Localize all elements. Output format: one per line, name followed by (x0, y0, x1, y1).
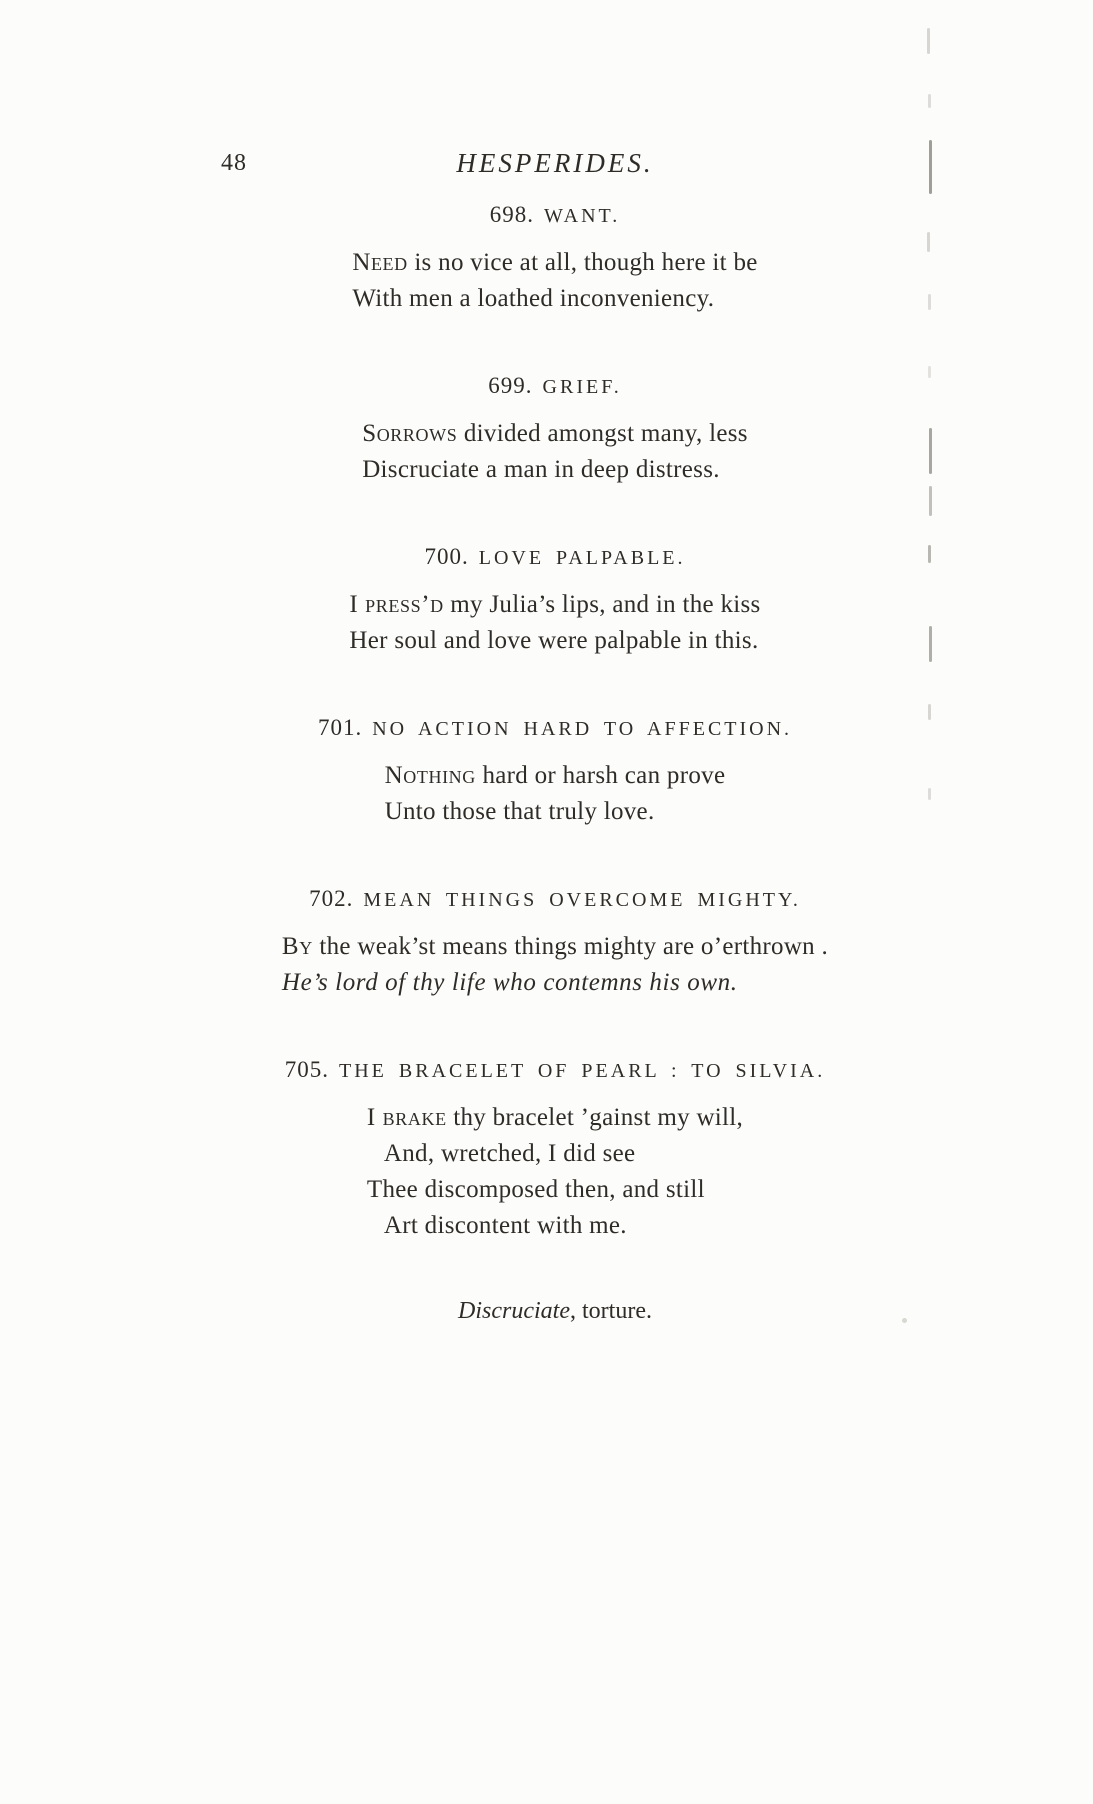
scan-artifact-line (927, 232, 930, 252)
poem-title: MEAN THINGS OVERCOME MIGHTY. (363, 889, 801, 911)
scan-artifact-dot (902, 1318, 907, 1323)
poem-number: 698. (489, 202, 534, 227)
poem-heading (115, 542, 995, 573)
poem-number: 700. (424, 544, 469, 569)
poem-line-text: my Julia’s lips, and in the kiss (443, 591, 761, 618)
poem-heading (115, 884, 995, 915)
poem-line (367, 1100, 743, 1136)
scan-artifact-line (928, 788, 931, 800)
page-number: 48 (221, 150, 247, 176)
poem-line (362, 452, 748, 488)
poem-heading (115, 713, 995, 744)
poem-line-text: thy bracelet ’gainst my will, (446, 1104, 744, 1131)
poem-702 (115, 884, 995, 1001)
page-header (115, 148, 995, 182)
poem-line-text: Unto those that truly love. (384, 798, 655, 825)
poem-line (282, 965, 828, 1001)
poem-line (349, 623, 760, 659)
poem-line-text: And, wretched, I did see (383, 1140, 636, 1167)
scan-artifact-line (929, 626, 932, 662)
poem-line (367, 1172, 743, 1208)
poem-line (352, 245, 757, 281)
poem-body (385, 758, 726, 830)
poem-body (282, 929, 828, 1001)
poem-line (352, 281, 757, 317)
poem-heading (115, 371, 995, 402)
poem-line (385, 794, 726, 830)
poem-number: 702. (309, 886, 354, 911)
page-content (115, 148, 995, 1325)
poem-line-text: hard or harsh can prove (475, 762, 726, 789)
poem-body (349, 587, 760, 659)
footnote-term: Discruciate (458, 1298, 570, 1324)
poem-line-text: Art discontent with me. (383, 1212, 627, 1239)
poem-number: 705. (284, 1057, 330, 1082)
poem-line-text: Thee discomposed then, and still (366, 1176, 705, 1203)
scan-artifact-line (928, 294, 931, 310)
running-head: HESPERIDES. (456, 148, 654, 178)
scan-artifact-line (929, 486, 932, 516)
poem-705 (115, 1055, 995, 1244)
poem-line-text: He’s lord of thy life who contemns his own. (281, 969, 738, 996)
scan-artifact-line (929, 140, 932, 194)
footnote (115, 1298, 995, 1325)
poem-line (349, 587, 760, 623)
poem-title: WANT. (543, 205, 621, 227)
scan-artifact-line (928, 94, 931, 108)
poem-701 (115, 713, 995, 830)
poem-line-text: divided amongst many, less (457, 420, 748, 447)
poem-line-lead: Need (352, 249, 408, 276)
poem-heading (115, 1055, 995, 1086)
poem-line-text: With men a loathed inconveniency. (352, 285, 715, 312)
scan-artifact-line (929, 428, 932, 474)
poem-700 (115, 542, 995, 659)
poem-number: 699. (488, 373, 533, 398)
poem-line-lead: I brake (366, 1104, 447, 1131)
poem-699 (115, 371, 995, 488)
poem-title: NO ACTION HARD TO AFFECTION. (372, 718, 793, 740)
poem-line-text: Her soul and love were palpable in this. (349, 627, 759, 654)
scan-artifact-line (928, 704, 931, 720)
poem-line (385, 758, 726, 794)
poem-body (367, 1100, 743, 1244)
poem-line (384, 1136, 743, 1172)
poem-line-text: the weak’st means things mighty are o’erthrown . (312, 933, 829, 960)
poem-698 (115, 200, 995, 317)
poem-line-lead: I press’d (349, 591, 444, 618)
poem-body (362, 416, 748, 488)
poem-line (362, 416, 748, 452)
poem-title: GRIEF. (542, 376, 622, 398)
poem-line (384, 1208, 743, 1244)
scan-artifact-line (928, 366, 931, 378)
poem-number: 701. (317, 715, 363, 740)
scan-artifact-line (927, 28, 930, 54)
poem-line-text: Discruciate a man in deep distress. (362, 456, 720, 483)
scan-artifact-line (928, 545, 931, 563)
poem-line-lead: Nothing (384, 762, 476, 789)
poem-heading (115, 200, 995, 231)
poem-title: THE BRACELET OF PEARL : TO SILVIA. (339, 1060, 826, 1082)
poem-title: LOVE PALPABLE. (478, 547, 686, 569)
footnote-text: , torture. (570, 1298, 652, 1324)
poem-line-text: is no vice at all, though here it be (407, 249, 758, 276)
poem-line-lead: By (281, 933, 313, 960)
poem-body (352, 245, 757, 317)
poem-line-lead: Sorrows (362, 420, 458, 447)
poem-line (282, 929, 828, 965)
